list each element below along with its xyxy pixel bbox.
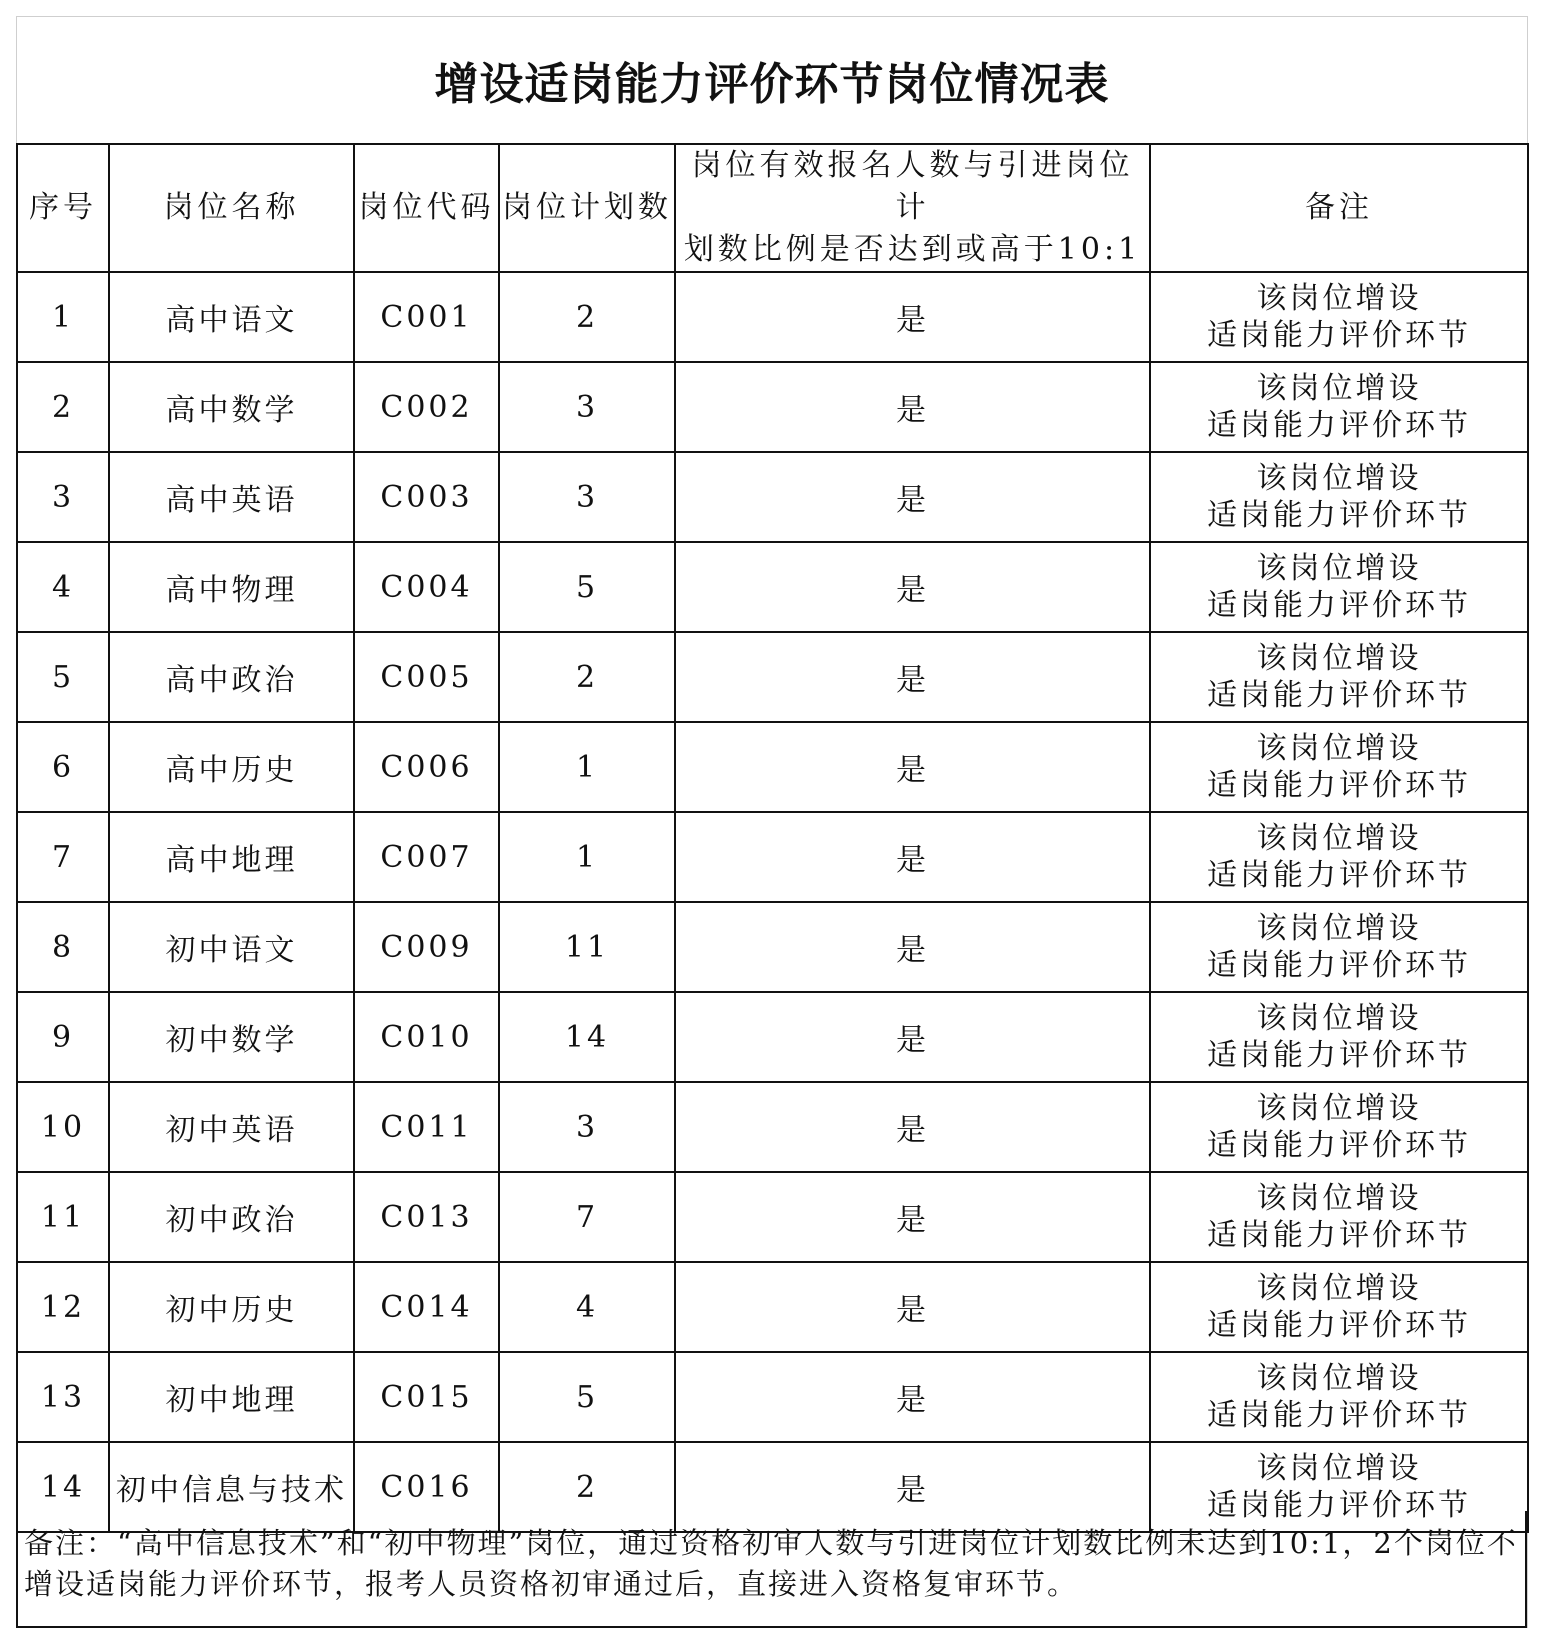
cell-code: C003 — [354, 452, 499, 542]
cell-plan: 3 — [499, 1082, 675, 1172]
cell-ratio: 是 — [675, 362, 1150, 452]
cell-plan: 5 — [499, 1352, 675, 1442]
remark-line2: 适岗能力评价环节 — [1207, 768, 1471, 803]
cell-seq: 9 — [17, 992, 109, 1082]
cell-name: 初中政治 — [109, 1172, 354, 1262]
cell-code: C011 — [354, 1082, 499, 1172]
cell-code: C006 — [354, 722, 499, 812]
cell-code: C002 — [354, 362, 499, 452]
cell-name: 初中英语 — [109, 1082, 354, 1172]
cell-seq: 3 — [17, 452, 109, 542]
cell-plan: 1 — [499, 722, 675, 812]
cell-seq: 7 — [17, 812, 109, 902]
cell-name: 高中历史 — [109, 722, 354, 812]
cell-seq: 1 — [17, 272, 109, 362]
cell-remark — [1150, 1172, 1528, 1262]
remark-line2: 适岗能力评价环节 — [1207, 1488, 1471, 1523]
table-row — [17, 1262, 1528, 1352]
cell-seq: 2 — [17, 362, 109, 452]
table-row — [17, 1352, 1528, 1442]
cell-remark — [1150, 1082, 1528, 1172]
cell-plan: 3 — [499, 452, 675, 542]
table-row — [17, 992, 1528, 1082]
cell-name: 高中物理 — [109, 542, 354, 632]
cell-ratio: 是 — [675, 1082, 1150, 1172]
cell-seq: 4 — [17, 542, 109, 632]
header-ratio — [675, 144, 1150, 272]
cell-plan: 3 — [499, 362, 675, 452]
remark-line1: 该岗位增设 — [1256, 551, 1422, 586]
remark-line1: 该岗位增设 — [1256, 1001, 1422, 1036]
footnote: 备注：“高中信息技术”和“初中物理”岗位，通过资格初审人数与引进岗位计划数比例未达到10:1，2个岗位不增设适岗能力评价环节，报考人员资格初审通过后，直接进入资格复审环节。 — [16, 1511, 1527, 1628]
cell-plan: 1 — [499, 812, 675, 902]
remark-line2: 适岗能力评价环节 — [1207, 498, 1471, 533]
cell-plan: 5 — [499, 542, 675, 632]
remark-line1: 该岗位增设 — [1256, 371, 1422, 406]
table-row — [17, 632, 1528, 722]
header-ratio-line2: 划数比例是否达到或高于10:1 — [683, 232, 1142, 267]
remark-line2: 适岗能力评价环节 — [1207, 1308, 1471, 1343]
table-row — [17, 362, 1528, 452]
header-plan: 岗位计划数 — [499, 144, 675, 272]
cell-remark — [1150, 812, 1528, 902]
cell-seq: 10 — [17, 1082, 109, 1172]
cell-name: 高中地理 — [109, 812, 354, 902]
cell-seq: 8 — [17, 902, 109, 992]
cell-ratio: 是 — [675, 452, 1150, 542]
cell-remark — [1150, 362, 1528, 452]
cell-ratio: 是 — [675, 992, 1150, 1082]
remark-line2: 适岗能力评价环节 — [1207, 408, 1471, 443]
remark-line1: 该岗位增设 — [1256, 821, 1422, 856]
cell-plan: 2 — [499, 1442, 675, 1532]
cell-seq: 12 — [17, 1262, 109, 1352]
cell-name: 初中地理 — [109, 1352, 354, 1442]
cell-ratio: 是 — [675, 902, 1150, 992]
cell-plan: 4 — [499, 1262, 675, 1352]
cell-code: C004 — [354, 542, 499, 632]
remark-line1: 该岗位增设 — [1256, 281, 1422, 316]
cell-code: C009 — [354, 902, 499, 992]
remark-line1: 该岗位增设 — [1256, 1361, 1422, 1396]
remark-line1: 该岗位增设 — [1256, 731, 1422, 766]
remark-line1: 该岗位增设 — [1256, 641, 1422, 676]
cell-code: C001 — [354, 272, 499, 362]
remark-line1: 该岗位增设 — [1256, 1181, 1422, 1216]
cell-code: C014 — [354, 1262, 499, 1352]
cell-remark — [1150, 902, 1528, 992]
cell-remark — [1150, 272, 1528, 362]
table-row — [17, 902, 1528, 992]
remark-line1: 该岗位增设 — [1256, 911, 1422, 946]
cell-code: C010 — [354, 992, 499, 1082]
cell-code: C016 — [354, 1442, 499, 1532]
page-title: 增设适岗能力评价环节岗位情况表 — [434, 58, 1110, 110]
cell-ratio: 是 — [675, 542, 1150, 632]
cell-code: C007 — [354, 812, 499, 902]
table-row — [17, 812, 1528, 902]
cell-ratio: 是 — [675, 632, 1150, 722]
cell-ratio: 是 — [675, 1442, 1150, 1532]
cell-name: 高中英语 — [109, 452, 354, 542]
cell-name: 初中信息与技术 — [109, 1442, 354, 1532]
cell-plan: 11 — [499, 902, 675, 992]
remark-line2: 适岗能力评价环节 — [1207, 318, 1471, 353]
cell-seq: 13 — [17, 1352, 109, 1442]
table-row — [17, 272, 1528, 362]
remark-line1: 该岗位增设 — [1256, 461, 1422, 496]
remark-line1: 该岗位增设 — [1256, 1091, 1422, 1126]
cell-remark — [1150, 542, 1528, 632]
table-row — [17, 722, 1528, 812]
remark-line1: 该岗位增设 — [1256, 1271, 1422, 1306]
header-remark: 备注 — [1150, 144, 1528, 272]
positions-table — [16, 143, 1529, 1533]
cell-remark — [1150, 1262, 1528, 1352]
cell-plan: 2 — [499, 272, 675, 362]
header-ratio-line1: 岗位有效报名人数与引进岗位计 — [691, 148, 1134, 225]
header-row — [17, 144, 1528, 272]
remark-line1: 该岗位增设 — [1256, 1451, 1422, 1486]
cell-remark — [1150, 722, 1528, 812]
cell-seq: 6 — [17, 722, 109, 812]
remark-line2: 适岗能力评价环节 — [1207, 1038, 1471, 1073]
remark-line2: 适岗能力评价环节 — [1207, 1128, 1471, 1163]
cell-seq: 11 — [17, 1172, 109, 1262]
cell-name: 高中语文 — [109, 272, 354, 362]
header-seq: 序号 — [17, 144, 109, 272]
cell-ratio: 是 — [675, 1352, 1150, 1442]
cell-code: C015 — [354, 1352, 499, 1442]
remark-line2: 适岗能力评价环节 — [1207, 678, 1471, 713]
cell-ratio: 是 — [675, 272, 1150, 362]
cell-name: 初中历史 — [109, 1262, 354, 1352]
cell-remark — [1150, 992, 1528, 1082]
cell-plan: 14 — [499, 992, 675, 1082]
cell-ratio: 是 — [675, 722, 1150, 812]
table-row — [17, 1172, 1528, 1262]
cell-name: 高中数学 — [109, 362, 354, 452]
remark-line2: 适岗能力评价环节 — [1207, 858, 1471, 893]
cell-code: C005 — [354, 632, 499, 722]
cell-seq: 5 — [17, 632, 109, 722]
table-row — [17, 1082, 1528, 1172]
cell-name: 高中政治 — [109, 632, 354, 722]
remark-line2: 适岗能力评价环节 — [1207, 1218, 1471, 1253]
cell-name: 初中语文 — [109, 902, 354, 992]
header-name: 岗位名称 — [109, 144, 354, 272]
cell-ratio: 是 — [675, 1262, 1150, 1352]
header-code: 岗位代码 — [354, 144, 499, 272]
table-row — [17, 542, 1528, 632]
cell-code: C013 — [354, 1172, 499, 1262]
cell-ratio: 是 — [675, 812, 1150, 902]
cell-seq: 14 — [17, 1442, 109, 1532]
cell-ratio: 是 — [675, 1172, 1150, 1262]
cell-name: 初中数学 — [109, 992, 354, 1082]
cell-plan: 7 — [499, 1172, 675, 1262]
cell-plan: 2 — [499, 632, 675, 722]
remark-line2: 适岗能力评价环节 — [1207, 588, 1471, 623]
table-row — [17, 452, 1528, 542]
remark-line2: 适岗能力评价环节 — [1207, 948, 1471, 983]
remark-line2: 适岗能力评价环节 — [1207, 1398, 1471, 1433]
cell-remark — [1150, 632, 1528, 722]
cell-remark — [1150, 452, 1528, 542]
cell-remark — [1150, 1352, 1528, 1442]
